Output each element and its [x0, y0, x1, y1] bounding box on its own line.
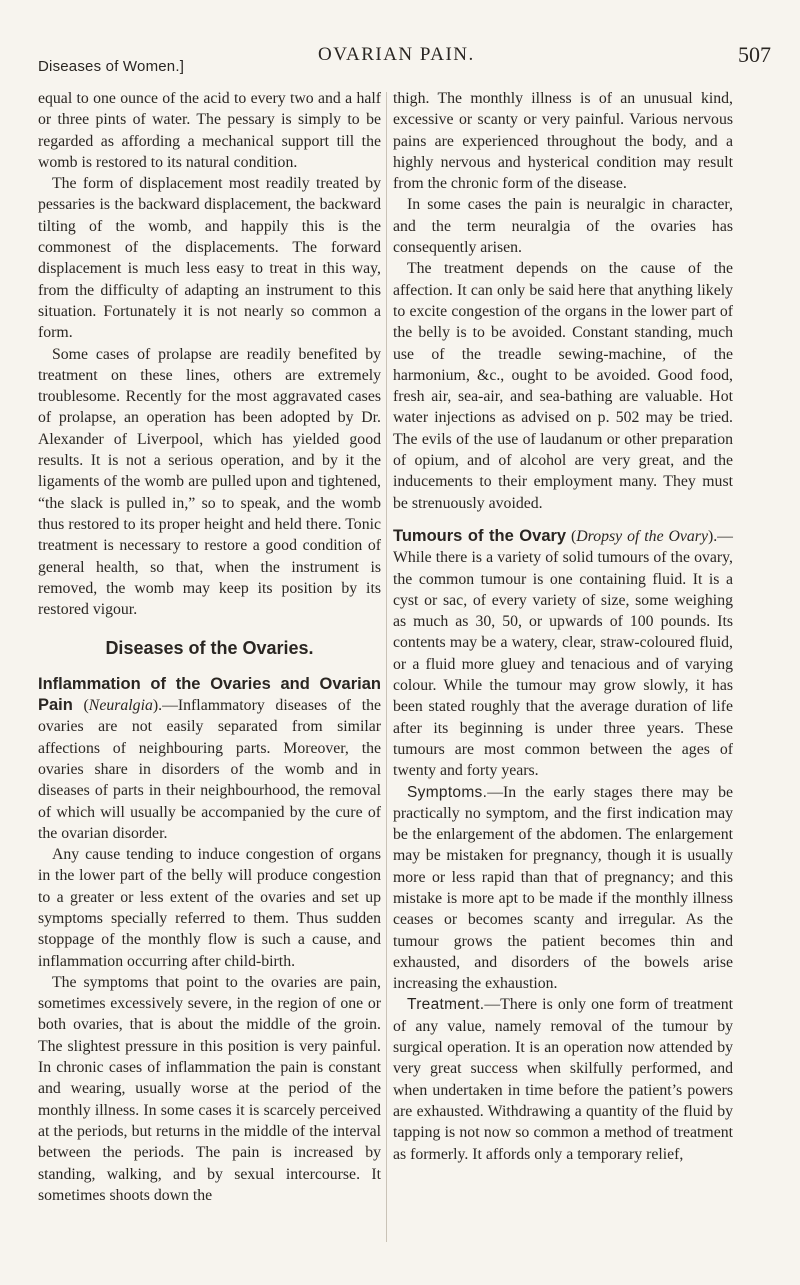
italic-term: Neuralgia [88, 697, 153, 715]
run-in-heading: Symptoms. [407, 783, 488, 801]
paragraph-text: There is only one form of treatment of any value, namely removal of the tumour by surgical operation. It is an operation now attended by very great success when skilfully performed, and when undertaken in time before the patient’s powers are exhausted. Withdrawing a quantity of the fluid by tapping is not now so common a method of treatment as formerly. It affords only a temporary relief, [393, 996, 733, 1163]
running-section-title: Diseases of Women.] [38, 58, 185, 75]
run-in-heading: Tumours of the Ovary [393, 526, 567, 545]
paragraph: The treatment depends on the cause of the affection. It can only be said here that anything likely to excite congestion of the organs in the lower part of the belly is to be avoided. Constant standing, much use of the treadle sewing-machine, of the harmonium, &c., ought to be avoided. Good food, fresh air, sea-air, and sea-bathing are valuable. Hot water injections as advised on p. 502 may be tried. The evils of the use of laudanum or other preparation of opium, and of alcohol are very great, and the inducements to their employment many. They must be strenuously avoided. [393, 260, 733, 512]
run-in-heading: Treatment. [407, 996, 485, 1014]
page-number: 507 [738, 42, 771, 67]
paragraph: In some cases the pain is neuralgic in character, and the term neuralgia of the ovaries has consequently arisen. [393, 196, 733, 257]
paragraph-text: In the early stages there may be practically no symptom, and the first indication may be the enlargement of the abdomen. The enlargement may be mistaken for pregnancy, though it is usually more or less rapid than that of pregnancy; and this mistake is more apt to be made if the monthly illness ceases or becomes scanty and irregular. As the tumour grows the patient becomes thin and exhausted, and disorders of the bowels arise increasing the exhaustion. [393, 783, 733, 993]
running-head-title: OVARIAN PAIN. [318, 44, 475, 65]
paragraph: Some cases of prolapse are readily benefited by treatment on these lines, others are extremely troublesome. Recently for the most aggravated cases of prolapse, an operation has been adopted by Dr. Alexander of Liverpool, which has yielded good results. It is not a serious operation, and by it the ligaments of the womb are pulled upon and tightened, “the slack is pulled in,” so to speak, and the womb thus restored to its proper height and held there. Tonic treatment is necessary to restore a good condition of general health, so that, when the instrument is removed, the womb may keep its position by its restored vigour. [38, 345, 381, 619]
paragraph-inflammation: Inflammation of the Ovaries and Ovarian Pain (Neuralgia).—Inflammatory diseases of the ovaries are not easily separated from similar affections of neighbouring parts. Moreover, the ovaries share in disorders of the womb and in diseases of parts in their neighbourhood, the removal of which will usually be accompanied by the cure of the ovarian disorder. [38, 674, 381, 842]
paragraph: The symptoms that point to the ovaries are pain, sometimes excessively severe, in the region of one or both ovaries, that is about the middle of the groin. The slightest pressure in this position is very painful. In chronic cases of inflammation the pain is constant and wearing, usually worse at the period of the monthly illness. In some cases it is scarcely perceived at the periods, but returns in the middle of the interval between the periods. The pain is increased by standing, walking, and by sexual intercourse. It sometimes shoots down the [38, 973, 381, 1204]
section-heading: Diseases of the Ovaries. [105, 638, 314, 659]
paragraph-tumours: Tumours of the Ovary (Dropsy of the Ovary).—While there is a variety of solid tumours of the ovary, the common tumour is one containing fluid. It is a cyst or sac, of every variety of size, some weighing as much as 30, 50, or upwards of 100 pounds. Its contents may be a watery, clear, straw-coloured fluid, or a fluid more gluey and tenacious and of varying colour. While the tumour may grow slowly, it has been stated roughly that the average duration of life after its beginning is under three years. These tumours are most common between the ages of twenty and forty years. [393, 526, 733, 780]
paragraph: thigh. The monthly illness is of an unusual kind, excessive or scanty or very painful. Various nervous pains are experienced throughout the body, and a highly nervous and hysterical condition may result from the chronic form of the disease. [393, 90, 733, 193]
paragraph: The form of displacement most readily treated by pessaries is the backward displacement, the backward tilting of the womb, and happily this is the commonest of the displacements. The forward displacement is much less easy to treat in this way, from the difficulty of adapting an instrument to this situation. Fortunately it is not nearly so common a form. [38, 175, 381, 342]
run-in-heading: Inflammation of the Ovaries and Ovarian Pain [38, 674, 381, 715]
column-divider [386, 92, 387, 1242]
paragraph-symptoms: Symptoms.—In the early stages there may be practically no symptom, and the first indication may be the enlargement of the abdomen. The enlargement may be mistaken for pregnancy, though it is usually more or less rapid than that of pregnancy; and this mistake is more apt to be made if the monthly illness ceases or becomes scanty and irregular. As the tumour grows the patient becomes thin and exhausted, and disorders of the bowels arise increasing the exhaustion. [393, 783, 733, 993]
paragraph: equal to one ounce of the acid to every two and a half or three pints of water. The pessary is simply to be regarded as affording a mechanical support till the womb is restored to its natural condition. [38, 90, 381, 171]
paragraph-text: Inflammatory diseases of the ovaries are not easily separated from similar affections of neighbouring parts. Moreover, the ovaries share in disorders of the womb and in diseases of parts in their neighbourhood, the removal of which will usually be accompanied by the cure of the ovarian disorder. [38, 697, 381, 842]
right-column [393, 88, 733, 1165]
left-column [38, 88, 381, 1206]
paragraph: Any cause tending to induce congestion of organs in the lower part of the belly will produce congestion to a greater or less extent of the ovaries and set up symptoms specially referred to them. Thus sudden stoppage of the monthly flow is such a cause, and inflammation occurring after child-birth. [38, 846, 381, 970]
spacer [393, 514, 733, 526]
italic-term: Dropsy of the Ovary [576, 527, 708, 545]
paragraph-text: While there is a variety of solid tumours of the ovary, the common tumour is one containing fluid. It is a cyst or sac, of every variety of size, some weighing as much as 30, 50, or upwards of 100 pounds. Its contents may be a watery, clear, straw-coloured fluid, or a fluid more gluey and tenacious and of varying colour. While the tumour may grow slowly, it has been stated roughly that the average duration of life after its beginning is under three years. These tumours are most common between the ages of twenty and forty years. [393, 549, 733, 780]
paragraph-treatment: Treatment.—There is only one form of treatment of any value, namely removal of the tumour by surgical operation. It is an operation now attended by very great success when skilfully performed, and when undertaken in time before the patient’s powers are exhausted. Withdrawing a quantity of the fluid by tapping is not now so common a method of treatment as formerly. It affords only a temporary relief, [393, 996, 733, 1163]
